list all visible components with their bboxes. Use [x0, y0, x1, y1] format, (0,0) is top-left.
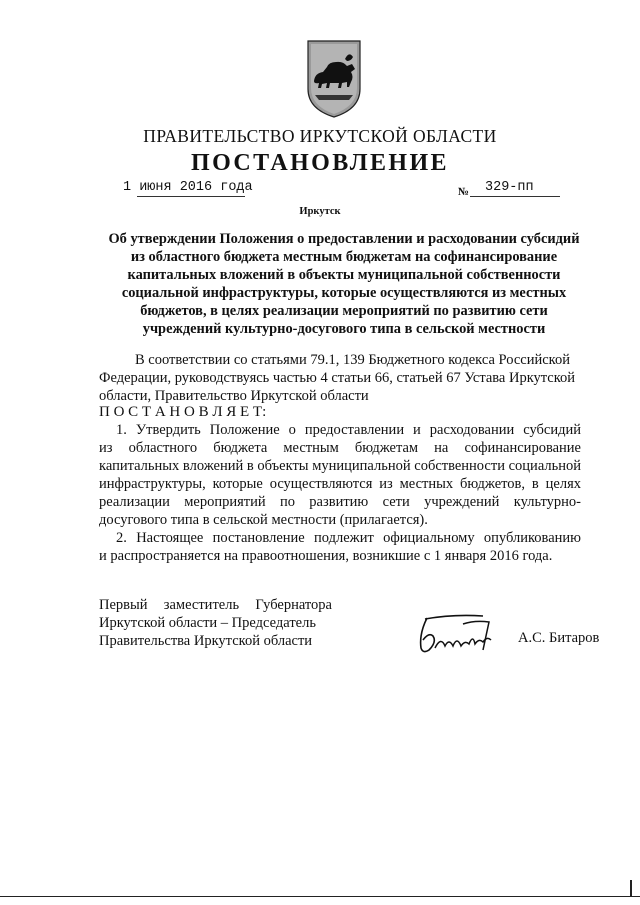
item-1-line: капитальных вложений в объекты муниципальной собственности социальной	[99, 458, 581, 474]
document-type-heading: ПОСТАНОВЛЕНИЕ	[191, 150, 449, 176]
date-underline	[137, 196, 245, 197]
preamble-line: Федерации, руководствуясь частью 4 статьи 66, статьей 67 Устава Иркутской	[99, 370, 576, 386]
document-title-line: Об утверждении Положения о предоставлении и расходовании субсидий	[108, 231, 580, 247]
document-number: 329-пп	[485, 180, 534, 195]
document-title-line: социальной инфраструктуры, которые осуществляются из местных	[121, 285, 567, 301]
document-title-line: бюджетов, в целях реализации мероприятий по развитию сети	[140, 303, 548, 319]
preamble-line: В соответствии со статьями 79.1, 139 Бюджетного кодекса Российской	[135, 352, 570, 368]
item-1-line: инфраструктуры, которые осуществляются из местных бюджетов, в целях	[99, 476, 581, 492]
document-title-line: учреждений культурно-досугового типа в сельской местности	[142, 321, 546, 337]
number-underline	[470, 196, 560, 197]
decree-word: П О С Т А Н О В Л Я Е Т:	[99, 404, 267, 420]
handwritten-signature	[413, 610, 513, 660]
item-2-line: 2. Настоящее постановление подлежит официальному опубликованию	[116, 530, 581, 546]
item-1-line: досугового типа в сельской местности (прилагается).	[99, 512, 428, 528]
signatory-position-line: Первый заместитель Губернатора	[99, 597, 332, 613]
page-bottom-rule	[0, 896, 640, 897]
document-title-line: капитальных вложений в объекты муниципальной собственности	[127, 267, 561, 283]
issue-city: Иркутск	[299, 206, 341, 217]
coat-of-arms-emblem	[305, 37, 363, 119]
preamble-line: области, Правительство Иркутской области	[99, 388, 369, 404]
item-2-line: и распространяется на правоотношения, возникшие с 1 января 2016 года.	[99, 548, 553, 564]
signatory-position-line: Иркутской области – Председатель	[99, 615, 316, 631]
number-sign: №	[458, 186, 470, 198]
signatory-name: А.С. Битаров	[518, 630, 600, 646]
document-date: 1 июня 2016 года	[123, 180, 253, 195]
item-1-line: реализации мероприятий по развитию сети учреждений культурно-	[99, 494, 581, 510]
item-1-line: из областного бюджета местным бюджетам на софинансирование	[99, 440, 581, 456]
page-edge-mark	[630, 880, 632, 896]
item-1-line: 1. Утвердить Положение о предоставлении и расходовании субсидий	[116, 422, 581, 438]
government-name: ПРАВИТЕЛЬСТВО ИРКУТСКОЙ ОБЛАСТИ	[143, 126, 497, 146]
signatory-position-line: Правительства Иркутской области	[99, 633, 313, 649]
document-title-line: из областного бюджета местным бюджетам на софинансирование	[130, 249, 558, 265]
